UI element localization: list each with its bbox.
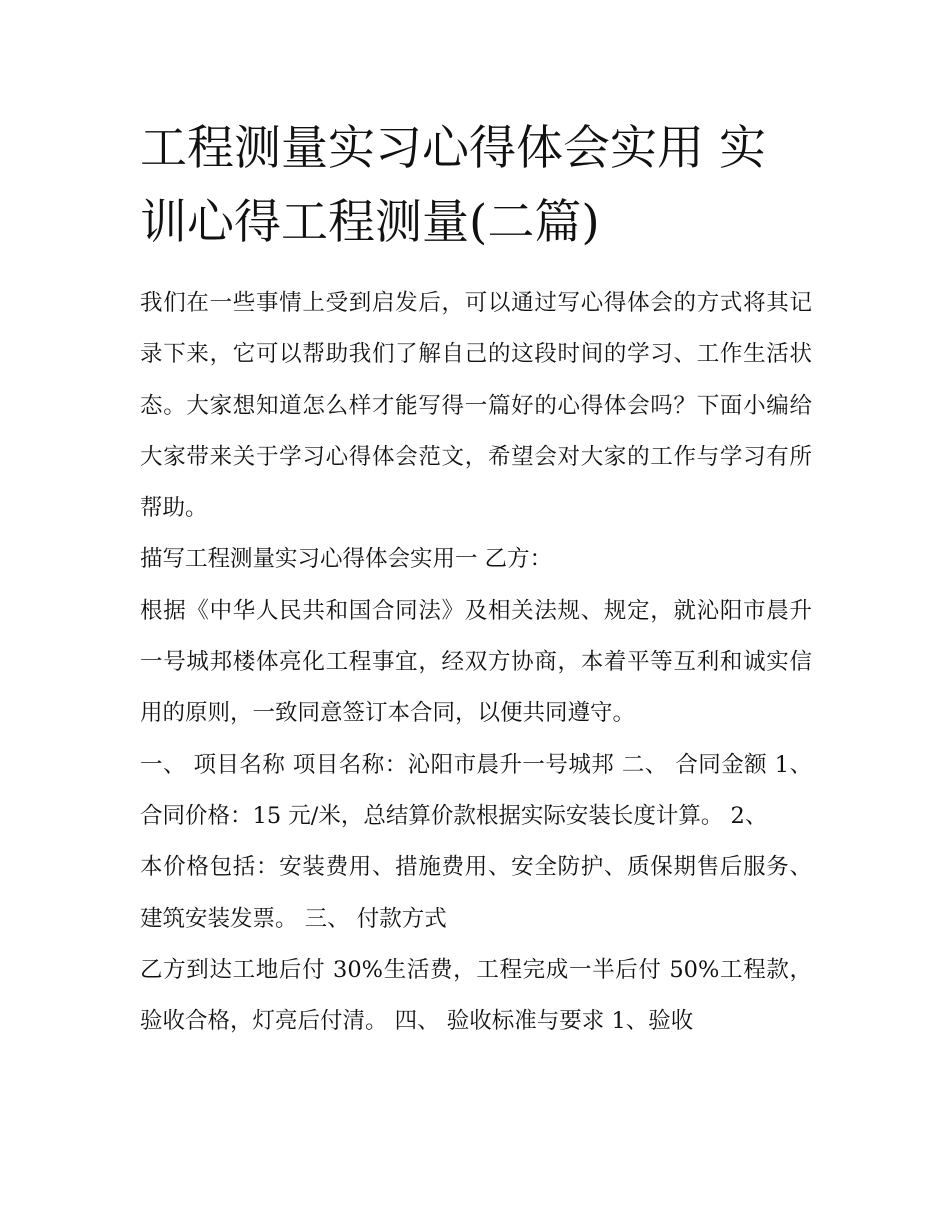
paragraph-intro: 我们在一些事情上受到启发后，可以通过写心得体会的方式将其记录下来，它可以帮助我们了解自己的这段时间的学习、工作生活状态。大家想知道怎么样才能写得一篇好的心得体会吗？下面小编给大家带来关于学习心得体会范文，希望会对大家的工作与学习有所帮助。 — [140, 290, 812, 522]
document-body — [140, 278, 812, 1047]
document-title: 工程测量实习心得体会实用 实训心得工程测量(二篇) — [140, 121, 766, 250]
paragraph-price-includes: 本价格包括：安装费用、措施费用、安全防护、质保期售后服务、建筑安装发票。 三、 付款方式 — [140, 854, 812, 932]
paragraph-section-heading: 描写工程测量实习心得体会实用一 乙方： — [140, 546, 553, 573]
document-page — [140, 112, 812, 1047]
paragraph-payment-terms: 乙方到达工地后付 30%生活费，工程完成一半后付 50%工程款，验收合格，灯亮后付清。 四、 验收标准与要求 1、验收 — [140, 956, 812, 1035]
paragraph-contract-basis: 根据《中华人民共和国合同法》及相关法规、规定，就沁阳市晨升一号城邦楼体亮化工程事宜，经双方协商，本着平等互利和诚实信用的原则，一致同意签订本合同，以便共同遵守。 — [140, 597, 812, 727]
paragraph-project-and-amount: 一、 项目名称 项目名称：沁阳市晨升一号城邦 二、 合同金额 1、 合同价格：15 元/米，总结算价款根据实际安装长度计算。 2、 — [140, 751, 812, 829]
